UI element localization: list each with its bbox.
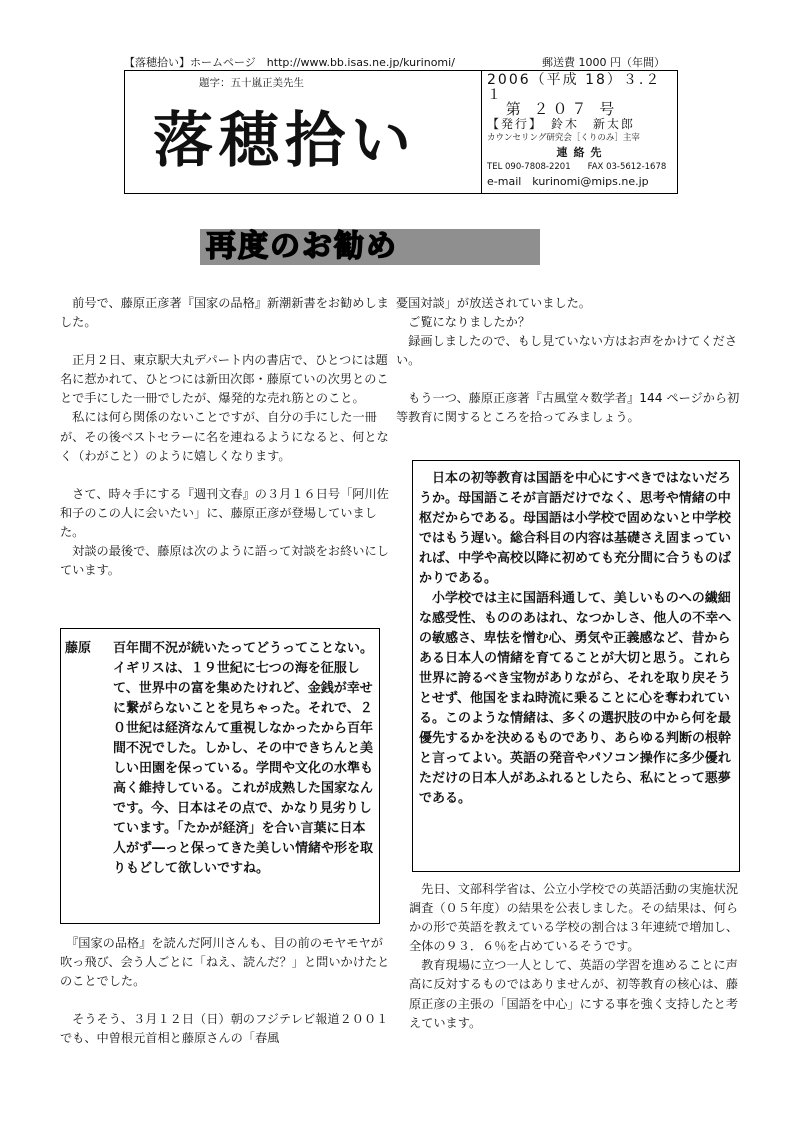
masthead: [124, 70, 678, 194]
paragraph: 私には何ら関係のないことですが、自分の手にした一冊が、その後ベストセラーに名を連ねるようになると、何となく（わがこと）のように嬉しくなります。: [60, 410, 389, 463]
subscription-fee: 郵送費 1000 円（年間）: [542, 56, 665, 69]
paragraph: もう一つ、藤原正彦著『古風堂々数学者』144 ページから初等教育に関するところを拾ってみましょう。: [396, 391, 740, 425]
paragraph: 対談の最後で、藤原は次のように語って対談をお終いにしています。: [60, 544, 389, 578]
contact-label: 連絡先: [556, 145, 608, 159]
paragraph: 正月２日、東京駅大丸デパート内の書店で、ひとつには題名に惹かれて、ひとつには新田次郎・藤原ていの次男とのことで手にした一冊でしたが、爆発的な売れ筋とのこと。: [60, 353, 389, 406]
quote-paragraph: 小学校では主に国語科通して、美しいものへの繊細な感受性、もののあはれ、なつかしさ、他人の不幸への敏感さ、卑怯を憎む心、勇気や正義感など、昔からある日本人の情緒を育てることが大切と思う。これら世界に誇るべき宝物がありながら、それを取り戻そうとせず、他国をまね時流に乗ることに心を奪われている。このような情緒は、多くの選択肢の中から何を最優先するかを決めるものであり、あらゆる判断の根幹と言ってよい。英語の発音やパソコン操作に多少優れただけの日本人があふれるとしたら、私にとって悪夢である。: [419, 591, 732, 806]
paragraph: ご覧になりましたか？: [396, 315, 531, 330]
headline-text: 再度のお勧め: [206, 229, 398, 264]
header-topline: [124, 54, 684, 70]
quote-box-book: [412, 460, 740, 872]
paragraph: 教育現場に立つ一人として、英語の学習を進めることに声高に反対するものではありませんが、初等教育の核心は、藤原正彦の主張の「国語を中心」にする事を強く支持したと考えています。: [409, 958, 739, 1030]
issue-number: 第 ２０７ 号: [505, 100, 619, 118]
paragraph: 憂国対談」が放送されていました。: [396, 296, 591, 310]
publisher: 【発行】 鈴木 新太郎: [487, 116, 636, 131]
article-headline: [200, 229, 540, 265]
left-column: [60, 294, 390, 580]
paragraph: 『国家の品格』を読んだ阿川さんも、目の前のモヤモヤが吹っ飛び、会う人ごとに「ねえ、読んだ？」と問いかけたとのことでした。: [60, 936, 390, 989]
email-address: e-mail kurinomi@mips.ne.jp: [487, 174, 649, 188]
issue-date: 2006（平成 18）３.２１: [487, 72, 662, 103]
paragraph: さて、時々手にする『週刊文春』の３月１６日号「阿川佐和子のこの人に会いたい」に、藤原正彦が登場していました。: [60, 486, 389, 539]
calligraphy-credit: 題字：五十嵐正美先生: [199, 77, 304, 89]
organization: カウンセリング研究会［くりのみ］主宰: [487, 133, 640, 143]
paragraph: 録画しましたので、もし見ていない方はお声をかけてください。: [396, 334, 738, 368]
phone-fax: TEL 090-7808-2201 FAX 03-5612-1678: [487, 162, 667, 172]
quote-text: 百年間不況が続いたってどうってことない。イギリスは、１９世紀に七つの海を征服して、世界中の富を集めたけれど、金銭が幸せに繋がらないことを見ちゃった。それで、２０世紀は経済なんて重視しなかったから百年間不況でした。しかし、その中できちんと美しい田園を保っている。学問や文化の水準も高く維持している。これが成熟した国家なんです。今、日本はその点で、かなり見劣りしています。「たかが経済」を合い言葉に日本人がず―っと保ってきた美しい情緒や形を取りもどして欲しいですね。: [113, 641, 374, 876]
left-column-continued: [60, 934, 390, 1048]
right-column-continued: [409, 880, 744, 1033]
quote-box-interview: [60, 628, 380, 924]
right-column: [396, 294, 744, 428]
masthead-divider: [481, 71, 482, 193]
quote-paragraph: 日本の初等教育は国語を中心にすべきではないだろうか。母国語こそが言語だけでなく、思考や情緒の中枢だからである。母国語は小学校で固めないと中学校ではもう遅い。総合科目の内容は基礎さえ固まっていれば、中学や高校以降に初めても充分間に合うものばかりである。: [419, 471, 732, 586]
paragraph: 前号で、藤原正彦著『国家の品格』新潮新書をお勧めしました。: [60, 296, 389, 330]
quote-text: [419, 469, 737, 809]
issue-info: [487, 73, 677, 189]
newsletter-title: 落穂拾い: [153, 106, 417, 176]
speaker-label: 藤原: [65, 641, 92, 656]
paragraph: 先日、文部科学省は、公立小学校での英語活動の実施状況調査（０５年度）の結果を公表しました。その結果は、何らかの形で英語を教えている学校の割合は３年連続で増加し、全体の９３．６％を占めているそうです。: [409, 882, 739, 954]
homepage-line: 【落穂拾い】ホームページ http://www.bb.isas.ne.jp/kurinomi/: [124, 56, 455, 69]
paragraph: そうそう、３月１２日（日）朝のフジテレビ報道２００１でも、中曽根元首相と藤原さんの「春風: [60, 1012, 389, 1046]
